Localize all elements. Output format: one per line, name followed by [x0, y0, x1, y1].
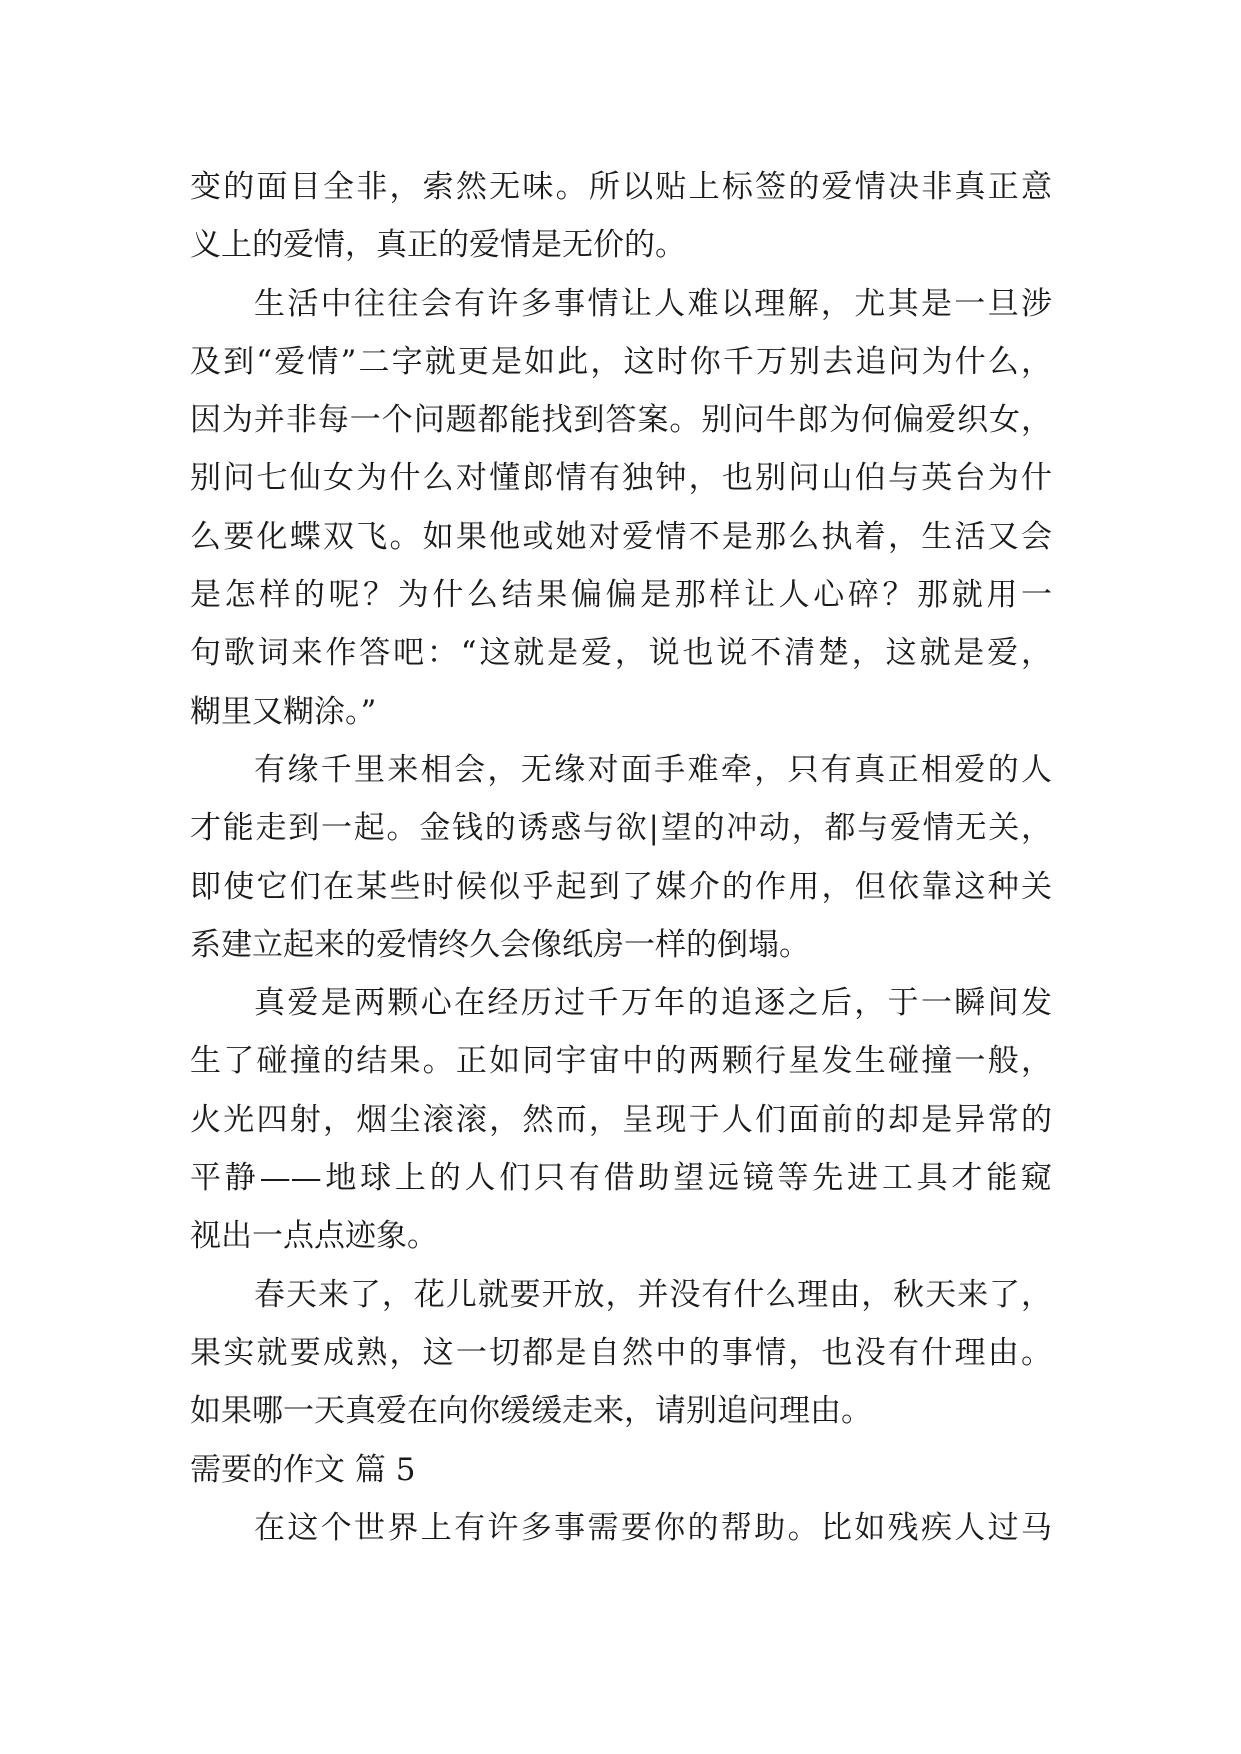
text-line: 变的面目全非，索然无味。所以贴上标签的爱情决非真正意: [190, 169, 1052, 205]
text-line: 果实就要成熟，这一切都是自然中的事情，也没有什理由。: [190, 1334, 1052, 1371]
text-line: 及到“爱情”二字就更是如此，这时你千万别去追问为什么，: [190, 343, 1052, 380]
text-line: 有缘千里来相会，无缘对面手难牵，只有真正相爱的人: [254, 751, 1052, 788]
text-line: 在这个世界上有许多事需要你的帮助。比如残疾人过马: [254, 1509, 1052, 1546]
text-line: 是怎样的呢？为什么结果偏偏是那样让人心碎？那就用一: [190, 577, 1052, 614]
section-heading: 需要的作文 篇 5: [190, 1451, 416, 1488]
text-line: 视出一点点迹象。: [190, 1218, 438, 1255]
body-text: [190, 158, 1052, 1557]
text-line: 火光四射，烟尘滚滚，然而，呈现于人们面前的却是异常的: [190, 1101, 1052, 1138]
text-line: 句歌词来作答吧：“这就是爱，说也说不清楚，这就是爱，: [190, 635, 1052, 672]
text-line: 因为并非每一个问题都能找到答案。别问牛郎为何偏爱织女，: [190, 402, 1052, 439]
text-line: 么要化蝶双飞。如果他或她对爱情不是那么执着，生活又会: [190, 518, 1052, 555]
text-line: 真爱是两颗心在经历过千万年的追逐之后，于一瞬间发: [254, 985, 1052, 1022]
text-line: 如果哪一天真爱在向你缓缓走来，请别追问理由。: [190, 1393, 872, 1430]
text-line: 春天来了，花儿就要开放，并没有什么理由，秋天来了，: [254, 1276, 1052, 1313]
text-line: 别问七仙女为什么对懂郎情有独钟，也别问山伯与英台为什: [190, 460, 1052, 497]
text-line: 即使它们在某些时候似乎起到了媒介的作用，但依靠这种关: [190, 868, 1052, 905]
text-line: 义上的爱情，真正的爱情是无价的。: [190, 227, 686, 264]
text-line: 生活中往往会有许多事情让人难以理解，尤其是一旦涉: [254, 285, 1052, 322]
text-line: 糊里又糊涂。”: [190, 693, 377, 730]
text-line: 平静——地球上的人们只有借助望远镜等先进工具才能窥: [190, 1160, 1052, 1197]
text-line: 系建立起来的爱情终久会像纸房一样的倒塌。: [190, 926, 810, 963]
text-line: 才能走到一起。金钱的诱惑与欲|望的冲动，都与爱情无关，: [190, 810, 1052, 847]
text-line: 生了碰撞的结果。正如同宇宙中的两颗行星发生碰撞一般，: [190, 1043, 1052, 1080]
